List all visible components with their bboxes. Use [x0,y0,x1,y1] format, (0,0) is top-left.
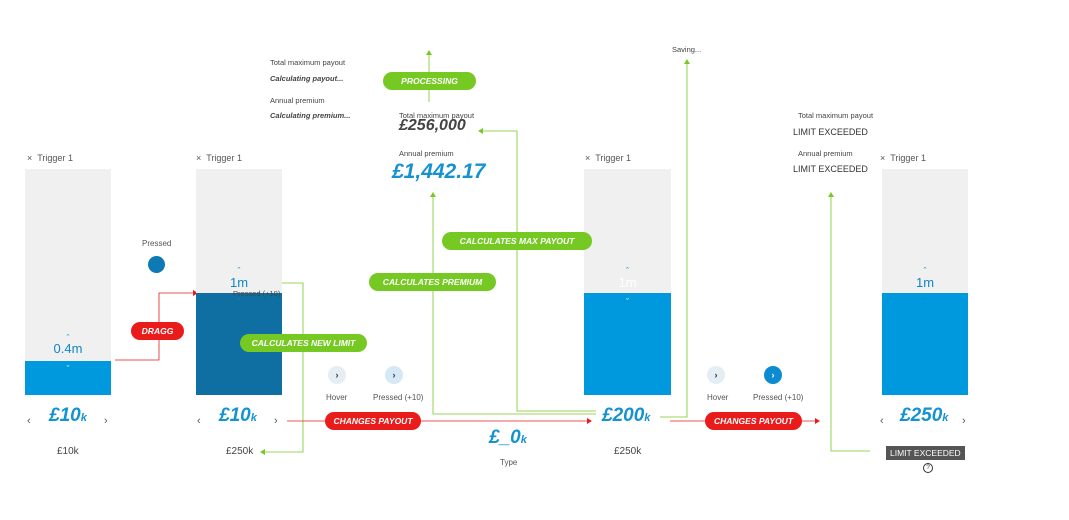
slider-fill [882,293,968,395]
chevron-left-icon[interactable]: ‹ [880,415,884,427]
limit-level: 1m [915,275,935,290]
trigger-label: Trigger 1 [37,153,73,163]
chevron-right-icon[interactable]: › [104,415,108,427]
hover-label: Hover [707,393,729,402]
close-icon[interactable]: × [27,153,33,163]
calculates-premium-pill: CALCULATES PREMIUM [369,273,496,291]
chevron-down-icon[interactable]: ˇ [66,364,70,374]
premium-pending: Calculating premium... [270,111,351,120]
max-payout-pending: Calculating payout... [270,74,344,83]
max-payout-value: £256,000 [399,117,466,134]
trigger-label: Trigger 1 [595,153,631,163]
drag-handle[interactable] [148,256,165,273]
calculates-new-limit-pill: CALCULATES NEW LIMIT [240,334,367,352]
processing-pill: PROCESSING [383,72,476,90]
close-icon[interactable]: × [880,153,886,163]
trigger-header-4 [880,153,926,163]
chevron-left-icon[interactable]: ‹ [197,415,201,427]
chevron-up-icon[interactable]: ˆ [626,266,629,276]
hover-label: Hover [326,393,348,402]
close-icon[interactable]: × [585,153,591,163]
next-button-pressed[interactable]: › [764,366,782,384]
next-button-hover[interactable]: › [328,366,346,384]
limit-exceeded-badge: LIMIT EXCEEDED [886,446,965,460]
chevron-right-icon[interactable]: › [274,415,278,427]
max-payout-label: Total maximum payout [270,58,346,67]
trigger-header-1 [27,153,73,163]
premium-exceeded: LIMIT EXCEEDED [793,164,868,174]
pressed-label: Pressed (+10) [373,393,424,402]
payout-input[interactable]: £_0k [489,427,527,448]
max-payout-label: Total maximum payout [798,111,874,120]
pressed-note: Pressed (+10) [233,289,281,298]
dragg-pill: DRAGG [131,322,184,340]
chevron-down-icon[interactable]: ˇ [237,297,241,307]
limit-value-3: £250k [614,446,642,457]
trigger-label: Trigger 1 [206,153,242,163]
next-button-hover[interactable]: › [707,366,725,384]
premium-value: £1,442.17 [392,160,486,183]
saving-status: Saving... [672,45,702,54]
chevron-down-icon[interactable]: ˇ [923,297,927,307]
payout-amount-2: £10k [219,405,257,426]
premium-label: Annual premium [798,149,853,158]
slider-fill [584,293,671,395]
chevron-right-icon[interactable]: › [962,415,966,427]
chevron-up-icon[interactable]: ˆ [923,266,927,276]
type-caption: Type [500,458,518,467]
limit-slider-1[interactable] [25,169,111,395]
payout-amount-3: £200k [602,405,651,426]
trigger-header-2 [196,153,242,163]
changes-payout-pill: CHANGES PAYOUT [705,412,802,430]
trigger-header-3 [585,153,631,163]
limit-level: 1m [229,275,249,290]
changes-payout-pill: CHANGES PAYOUT [325,412,421,430]
max-payout-exceeded: LIMIT EXCEEDED [793,127,868,137]
payout-amount-4: £250k [900,405,949,426]
chevron-left-icon[interactable]: ‹ [27,415,31,427]
chevron-down-icon[interactable]: ˇ [626,297,629,307]
premium-label: Annual premium [399,149,454,158]
close-icon[interactable]: × [196,153,202,163]
limit-level: 0.4m [53,341,83,356]
trigger-label: Trigger 1 [890,153,926,163]
chevron-up-icon[interactable]: ˆ [237,266,241,276]
calculates-max-payout-pill: CALCULATES MAX PAYOUT [442,232,592,250]
max-payout-label: Total maximum payout [399,111,475,120]
premium-label: Annual premium [270,96,325,105]
pressed-label: Pressed [142,239,172,248]
limit-value-1: £10k [57,446,79,457]
payout-amount-1: £10k [49,405,87,426]
chevron-up-icon[interactable]: ˆ [66,333,70,343]
limit-level: 1m [618,275,637,290]
limit-value-2: £250k [226,446,254,457]
next-button-pressed[interactable]: › [385,366,403,384]
help-icon[interactable]: ? [923,463,933,473]
pressed-label: Pressed (+10) [753,393,804,402]
